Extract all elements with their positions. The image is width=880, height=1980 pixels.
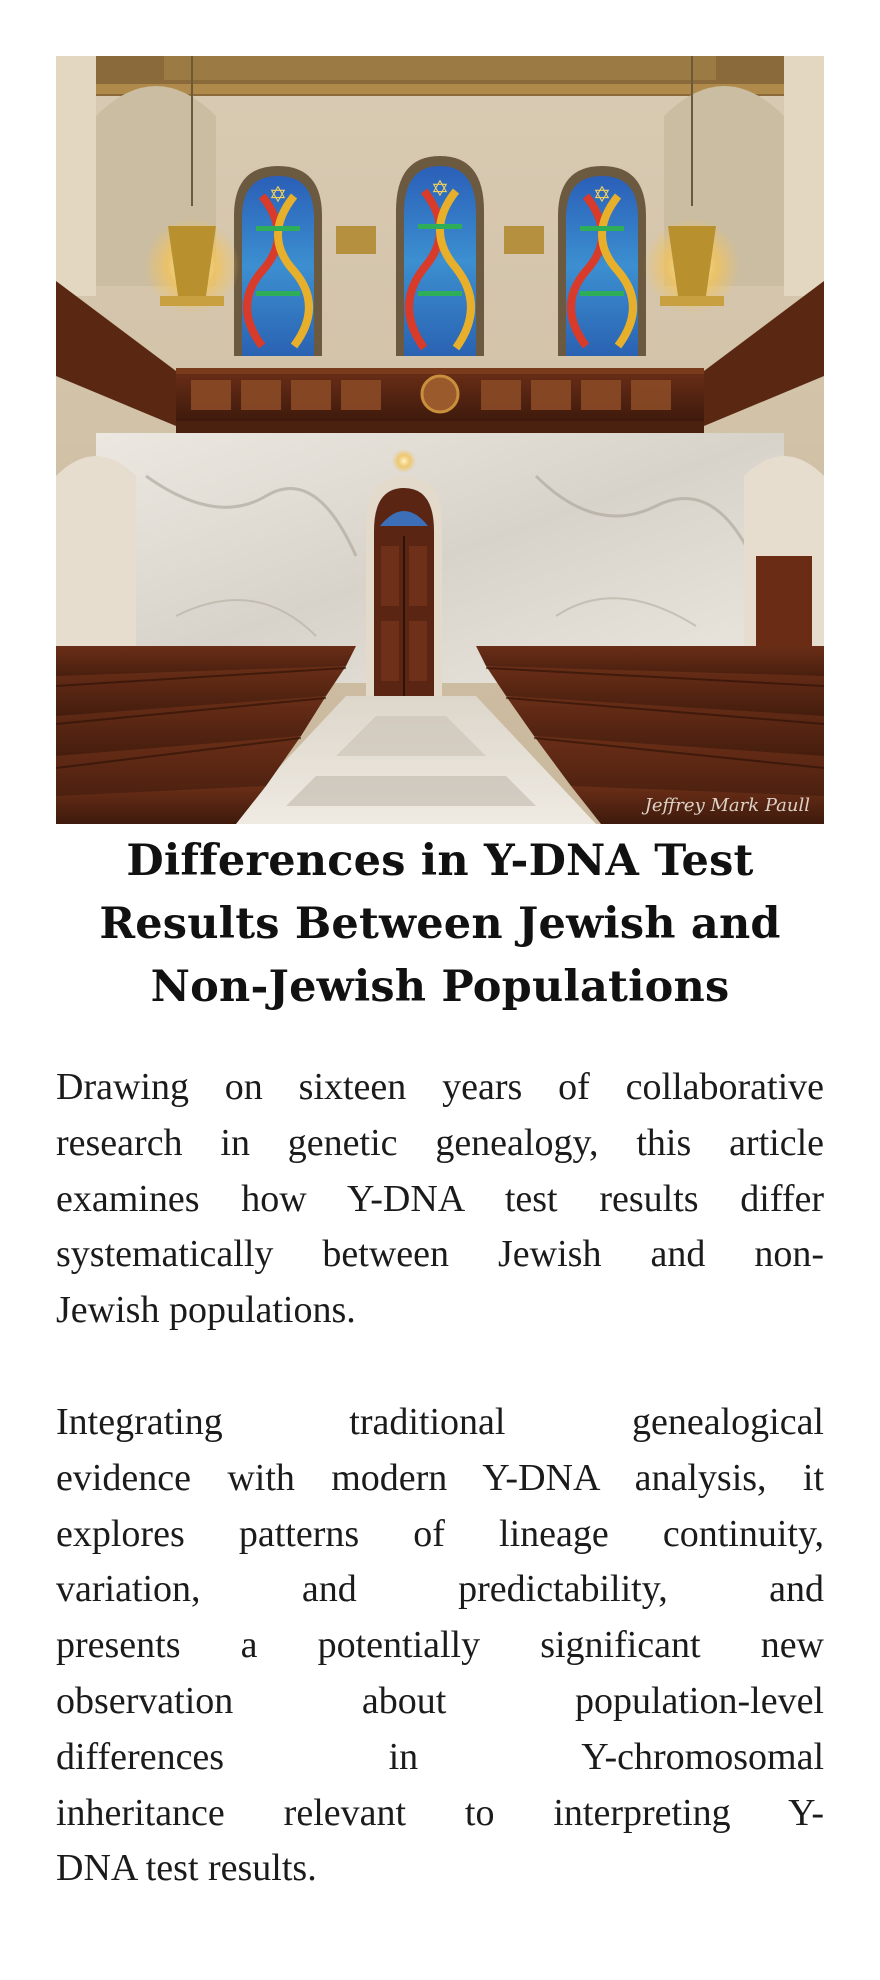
text-line: DNA test results. <box>56 1847 317 1890</box>
title-line: Differences in Y-DNA Test <box>126 836 754 886</box>
title-line: Non-Jewish Populations <box>150 962 730 1012</box>
synagogue-interior-image <box>56 56 824 824</box>
abstract-paragraph-2 <box>56 1395 824 1897</box>
text-line: examines how Y-DNA test results differ <box>56 1177 824 1220</box>
stained-glass-window-right <box>558 166 646 356</box>
text-line: Drawing on sixteen years of collaborative <box>56 1066 824 1108</box>
text-line: presents a potentially significant new <box>56 1624 824 1667</box>
central-doorway <box>366 476 442 696</box>
artist-signature: Jeffrey Mark Paull <box>644 795 810 816</box>
stained-glass-window-left <box>234 166 322 356</box>
text-line: explores patterns of lineage continuity, <box>56 1512 824 1555</box>
text-line: differences in Y-chromosomal <box>56 1735 824 1778</box>
text-line: inheritance relevant to interpreting Y- <box>56 1791 824 1834</box>
abstract-paragraph-1 <box>56 1060 824 1339</box>
text-line: Integrating traditional genealogical <box>56 1401 824 1443</box>
stained-glass-window-center <box>396 156 484 356</box>
svg-text:✡: ✡ <box>268 182 288 207</box>
title-line: Results Between Jewish and <box>99 899 781 949</box>
svg-text:✡: ✡ <box>430 176 450 201</box>
text-line: evidence with modern Y-DNA analysis, it <box>56 1456 824 1499</box>
article-title <box>56 830 824 1019</box>
text-line: research in genetic genealogy, this article <box>56 1121 824 1164</box>
text-line: Jewish populations. <box>56 1289 356 1332</box>
text-line: variation, and predictability, and <box>56 1568 824 1611</box>
text-line: systematically between Jewish and non- <box>56 1233 824 1276</box>
svg-text:✡: ✡ <box>592 182 612 207</box>
text-line: observation about population-level <box>56 1679 824 1722</box>
